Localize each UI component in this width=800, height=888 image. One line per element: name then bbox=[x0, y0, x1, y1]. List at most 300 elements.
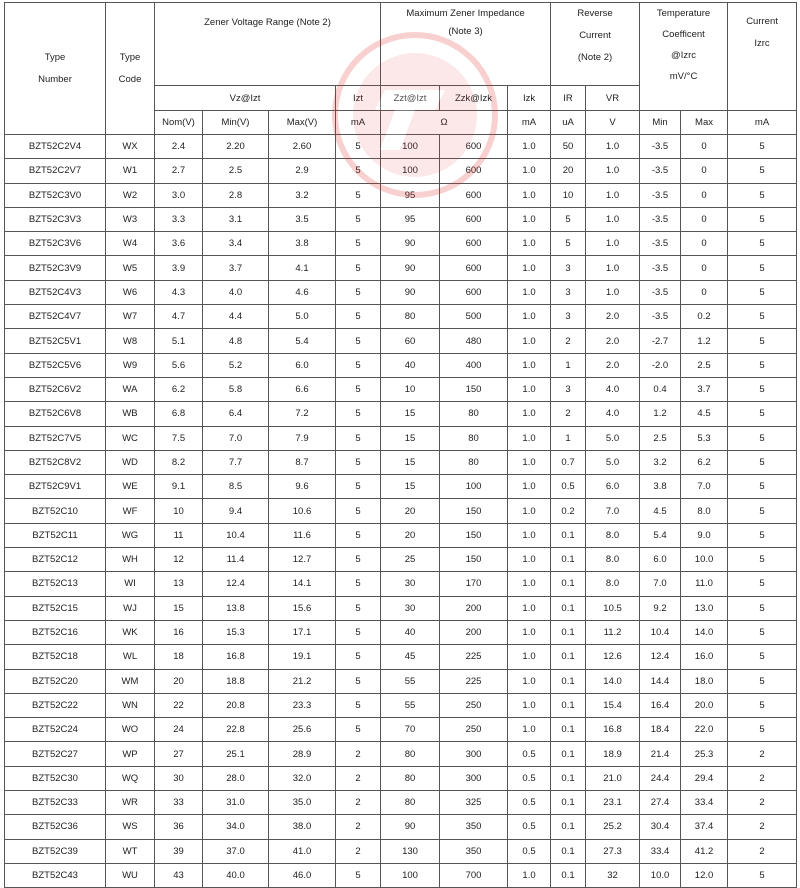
cell-vz-min: 5.8 bbox=[203, 377, 269, 401]
unit-tc-min: Min bbox=[640, 111, 681, 135]
header-zener-voltage: Zener Voltage Range (Note 2) bbox=[155, 3, 381, 86]
cell-izt: 5 bbox=[336, 499, 381, 523]
cell-izrc: 5 bbox=[728, 159, 797, 183]
cell-vz-max: 3.2 bbox=[269, 183, 336, 207]
cell-izrc: 5 bbox=[728, 426, 797, 450]
cell-ir: 2 bbox=[551, 329, 586, 353]
cell-vr: 11.2 bbox=[586, 620, 640, 644]
cell-vz-min: 34.0 bbox=[203, 815, 269, 839]
table-row bbox=[5, 815, 797, 839]
cell-izrc: 2 bbox=[728, 742, 797, 766]
unit-nom: Nom(V) bbox=[155, 111, 203, 135]
cell-type-code: WN bbox=[106, 693, 155, 717]
cell-izrc: 2 bbox=[728, 791, 797, 815]
cell-izrc: 5 bbox=[728, 499, 797, 523]
cell-vz-min: 5.2 bbox=[203, 353, 269, 377]
cell-type-number: BZT52C33 bbox=[5, 791, 106, 815]
cell-vz-min: 8.5 bbox=[203, 475, 269, 499]
cell-tc-max: 6.2 bbox=[681, 450, 728, 474]
cell-zzt: 40 bbox=[381, 620, 440, 644]
cell-ir: 3 bbox=[551, 305, 586, 329]
cell-vz-nom: 11 bbox=[155, 523, 203, 547]
cell-tc-min: 6.0 bbox=[640, 548, 681, 572]
cell-vz-min: 12.4 bbox=[203, 572, 269, 596]
cell-izt: 5 bbox=[336, 377, 381, 401]
cell-type-number: BZT52C3V3 bbox=[5, 207, 106, 231]
cell-vz-nom: 7.5 bbox=[155, 426, 203, 450]
cell-type-code: WP bbox=[106, 742, 155, 766]
cell-type-number: BZT52C12 bbox=[5, 548, 106, 572]
cell-tc-max: 2.5 bbox=[681, 353, 728, 377]
cell-vz-nom: 20 bbox=[155, 669, 203, 693]
cell-vz-max: 5.4 bbox=[269, 329, 336, 353]
cell-type-number: BZT52C4V3 bbox=[5, 280, 106, 304]
cell-ir: 0.5 bbox=[551, 475, 586, 499]
cell-izk: 1.0 bbox=[508, 450, 551, 474]
cell-tc-max: 9.0 bbox=[681, 523, 728, 547]
cell-vr: 5.0 bbox=[586, 426, 640, 450]
cell-izrc: 5 bbox=[728, 620, 797, 644]
cell-tc-min: 4.5 bbox=[640, 499, 681, 523]
cell-zzt: 130 bbox=[381, 839, 440, 863]
cell-type-code: WO bbox=[106, 718, 155, 742]
cell-zzk: 80 bbox=[440, 402, 508, 426]
cell-vz-max: 23.3 bbox=[269, 693, 336, 717]
cell-izrc: 2 bbox=[728, 839, 797, 863]
cell-type-number: BZT52C7V5 bbox=[5, 426, 106, 450]
table-row bbox=[5, 669, 797, 693]
cell-izt: 5 bbox=[336, 863, 381, 887]
cell-izrc: 5 bbox=[728, 353, 797, 377]
cell-zzk: 600 bbox=[440, 135, 508, 159]
table-row bbox=[5, 280, 797, 304]
cell-vz-max: 6.0 bbox=[269, 353, 336, 377]
cell-tc-max: 3.7 bbox=[681, 377, 728, 401]
cell-ir: 50 bbox=[551, 135, 586, 159]
cell-izt: 5 bbox=[336, 572, 381, 596]
header-zzt: Zzt@Izt bbox=[381, 86, 440, 111]
cell-type-number: BZT52C18 bbox=[5, 645, 106, 669]
cell-izrc: 5 bbox=[728, 135, 797, 159]
table-row bbox=[5, 863, 797, 887]
cell-zzt: 15 bbox=[381, 450, 440, 474]
cell-tc-min: 21.4 bbox=[640, 742, 681, 766]
cell-vr: 1.0 bbox=[586, 183, 640, 207]
table-row bbox=[5, 718, 797, 742]
unit-min: Min(V) bbox=[203, 111, 269, 135]
cell-vr: 4.0 bbox=[586, 402, 640, 426]
cell-type-number: BZT52C24 bbox=[5, 718, 106, 742]
cell-type-code: WD bbox=[106, 450, 155, 474]
cell-zzk: 600 bbox=[440, 159, 508, 183]
cell-tc-max: 22.0 bbox=[681, 718, 728, 742]
cell-zzk: 400 bbox=[440, 353, 508, 377]
cell-ir: 3 bbox=[551, 377, 586, 401]
cell-zzt: 30 bbox=[381, 572, 440, 596]
cell-izrc: 5 bbox=[728, 402, 797, 426]
cell-ir: 0.1 bbox=[551, 766, 586, 790]
cell-izk: 1.0 bbox=[508, 329, 551, 353]
cell-vz-min: 3.7 bbox=[203, 256, 269, 280]
cell-vz-nom: 2.7 bbox=[155, 159, 203, 183]
cell-izk: 1.0 bbox=[508, 377, 551, 401]
cell-zzk: 150 bbox=[440, 499, 508, 523]
header-izt: Izt bbox=[336, 86, 381, 111]
cell-zzk: 100 bbox=[440, 475, 508, 499]
cell-type-number: BZT52C5V1 bbox=[5, 329, 106, 353]
cell-tc-min: 7.0 bbox=[640, 572, 681, 596]
cell-zzt: 90 bbox=[381, 256, 440, 280]
header-izk: Izk bbox=[508, 86, 551, 111]
cell-zzt: 90 bbox=[381, 815, 440, 839]
cell-vr: 2.0 bbox=[586, 329, 640, 353]
cell-tc-min: 5.4 bbox=[640, 523, 681, 547]
table-row bbox=[5, 839, 797, 863]
cell-tc-max: 5.3 bbox=[681, 426, 728, 450]
table-row bbox=[5, 329, 797, 353]
cell-type-code: WJ bbox=[106, 596, 155, 620]
cell-vz-min: 7.0 bbox=[203, 426, 269, 450]
cell-type-number: BZT52C8V2 bbox=[5, 450, 106, 474]
cell-izk: 1.0 bbox=[508, 232, 551, 256]
cell-izrc: 5 bbox=[728, 183, 797, 207]
cell-tc-max: 16.0 bbox=[681, 645, 728, 669]
cell-zzt: 15 bbox=[381, 402, 440, 426]
cell-vr: 8.0 bbox=[586, 523, 640, 547]
cell-tc-min: 3.2 bbox=[640, 450, 681, 474]
cell-vz-max: 4.1 bbox=[269, 256, 336, 280]
header-current: Current Izrc bbox=[728, 3, 797, 111]
cell-izrc: 5 bbox=[728, 475, 797, 499]
cell-izk: 1.0 bbox=[508, 645, 551, 669]
cell-type-number: BZT52C13 bbox=[5, 572, 106, 596]
cell-ir: 1 bbox=[551, 426, 586, 450]
cell-zzk: 150 bbox=[440, 523, 508, 547]
cell-type-code: W1 bbox=[106, 159, 155, 183]
cell-izk: 1.0 bbox=[508, 499, 551, 523]
cell-zzk: 600 bbox=[440, 280, 508, 304]
cell-zzt: 80 bbox=[381, 305, 440, 329]
cell-izrc: 5 bbox=[728, 280, 797, 304]
cell-zzt: 95 bbox=[381, 183, 440, 207]
cell-zzk: 600 bbox=[440, 232, 508, 256]
cell-type-code: WM bbox=[106, 669, 155, 693]
cell-zzt: 10 bbox=[381, 377, 440, 401]
cell-izk: 1.0 bbox=[508, 135, 551, 159]
cell-izk: 1.0 bbox=[508, 183, 551, 207]
cell-zzk: 80 bbox=[440, 450, 508, 474]
cell-vz-nom: 30 bbox=[155, 766, 203, 790]
cell-vz-min: 9.4 bbox=[203, 499, 269, 523]
cell-tc-max: 13.0 bbox=[681, 596, 728, 620]
cell-vz-min: 31.0 bbox=[203, 791, 269, 815]
cell-zzk: 225 bbox=[440, 669, 508, 693]
cell-vz-nom: 2.4 bbox=[155, 135, 203, 159]
cell-vz-nom: 5.1 bbox=[155, 329, 203, 353]
cell-vr: 1.0 bbox=[586, 159, 640, 183]
cell-izt: 5 bbox=[336, 426, 381, 450]
cell-zzk: 250 bbox=[440, 718, 508, 742]
cell-type-code: W4 bbox=[106, 232, 155, 256]
header-reverse-current: Reverse Current (Note 2) bbox=[551, 3, 640, 86]
cell-izt: 5 bbox=[336, 718, 381, 742]
cell-vz-min: 18.8 bbox=[203, 669, 269, 693]
header-ir: IR bbox=[551, 86, 586, 111]
cell-izt: 5 bbox=[336, 523, 381, 547]
header-vz-izt: Vz@Izt bbox=[155, 86, 336, 111]
table-row bbox=[5, 596, 797, 620]
cell-tc-max: 0.2 bbox=[681, 305, 728, 329]
cell-zzk: 700 bbox=[440, 863, 508, 887]
unit-tc-max: Max bbox=[681, 111, 728, 135]
unit-max: Max(V) bbox=[269, 111, 336, 135]
cell-vz-min: 16.8 bbox=[203, 645, 269, 669]
cell-tc-min: 24.4 bbox=[640, 766, 681, 790]
cell-type-code: WG bbox=[106, 523, 155, 547]
cell-zzk: 300 bbox=[440, 742, 508, 766]
table-row bbox=[5, 426, 797, 450]
cell-tc-max: 8.0 bbox=[681, 499, 728, 523]
cell-tc-min: -3.5 bbox=[640, 135, 681, 159]
cell-vz-max: 7.2 bbox=[269, 402, 336, 426]
cell-zzt: 70 bbox=[381, 718, 440, 742]
cell-vr: 7.0 bbox=[586, 499, 640, 523]
cell-izk: 0.5 bbox=[508, 766, 551, 790]
cell-type-number: BZT52C2V7 bbox=[5, 159, 106, 183]
cell-zzt: 30 bbox=[381, 596, 440, 620]
cell-type-code: WE bbox=[106, 475, 155, 499]
cell-tc-max: 0 bbox=[681, 232, 728, 256]
cell-zzk: 200 bbox=[440, 620, 508, 644]
cell-zzt: 45 bbox=[381, 645, 440, 669]
cell-zzk: 80 bbox=[440, 426, 508, 450]
cell-vz-nom: 4.3 bbox=[155, 280, 203, 304]
cell-vz-min: 2.20 bbox=[203, 135, 269, 159]
cell-zzt: 25 bbox=[381, 548, 440, 572]
cell-type-number: BZT52C3V0 bbox=[5, 183, 106, 207]
cell-type-code: WR bbox=[106, 791, 155, 815]
cell-izk: 0.5 bbox=[508, 815, 551, 839]
cell-tc-max: 18.0 bbox=[681, 669, 728, 693]
cell-izk: 1.0 bbox=[508, 572, 551, 596]
cell-type-number: BZT52C6V8 bbox=[5, 402, 106, 426]
cell-izt: 5 bbox=[336, 475, 381, 499]
cell-vz-max: 11.6 bbox=[269, 523, 336, 547]
cell-tc-max: 25.3 bbox=[681, 742, 728, 766]
table-row bbox=[5, 766, 797, 790]
cell-zzt: 15 bbox=[381, 475, 440, 499]
cell-type-number: BZT52C2V4 bbox=[5, 135, 106, 159]
cell-tc-max: 12.0 bbox=[681, 863, 728, 887]
cell-izrc: 5 bbox=[728, 548, 797, 572]
cell-type-number: BZT52C36 bbox=[5, 815, 106, 839]
cell-izt: 2 bbox=[336, 742, 381, 766]
cell-type-code: WK bbox=[106, 620, 155, 644]
cell-vr: 2.0 bbox=[586, 305, 640, 329]
cell-tc-max: 41.2 bbox=[681, 839, 728, 863]
cell-zzk: 150 bbox=[440, 548, 508, 572]
cell-tc-min: -3.5 bbox=[640, 159, 681, 183]
table-row bbox=[5, 159, 797, 183]
cell-izrc: 2 bbox=[728, 766, 797, 790]
cell-type-code: WQ bbox=[106, 766, 155, 790]
cell-tc-max: 1.2 bbox=[681, 329, 728, 353]
table-row bbox=[5, 353, 797, 377]
cell-zzt: 20 bbox=[381, 523, 440, 547]
cell-tc-min: 27.4 bbox=[640, 791, 681, 815]
cell-izrc: 5 bbox=[728, 596, 797, 620]
cell-vz-min: 6.4 bbox=[203, 402, 269, 426]
cell-izt: 5 bbox=[336, 305, 381, 329]
cell-vr: 21.0 bbox=[586, 766, 640, 790]
header-max-impedance: Maximum Zener Impedance (Note 3) bbox=[381, 3, 551, 86]
cell-izt: 5 bbox=[336, 232, 381, 256]
cell-type-number: BZT52C10 bbox=[5, 499, 106, 523]
cell-type-code: W5 bbox=[106, 256, 155, 280]
table-row bbox=[5, 305, 797, 329]
unit-izk: mA bbox=[508, 111, 551, 135]
cell-vz-nom: 4.7 bbox=[155, 305, 203, 329]
cell-type-code: WI bbox=[106, 572, 155, 596]
cell-izrc: 5 bbox=[728, 377, 797, 401]
unit-izt: mA bbox=[336, 111, 381, 135]
cell-type-number: BZT52C5V6 bbox=[5, 353, 106, 377]
cell-vr: 1.0 bbox=[586, 135, 640, 159]
table-row bbox=[5, 645, 797, 669]
cell-izt: 5 bbox=[336, 669, 381, 693]
cell-zzk: 600 bbox=[440, 256, 508, 280]
unit-ir: uA bbox=[551, 111, 586, 135]
cell-zzt: 95 bbox=[381, 207, 440, 231]
cell-ir: 0.1 bbox=[551, 815, 586, 839]
cell-vr: 23.1 bbox=[586, 791, 640, 815]
cell-vz-max: 14.1 bbox=[269, 572, 336, 596]
cell-type-code: WC bbox=[106, 426, 155, 450]
cell-izk: 1.0 bbox=[508, 523, 551, 547]
cell-tc-min: -3.5 bbox=[640, 280, 681, 304]
cell-type-code: WX bbox=[106, 135, 155, 159]
cell-vr: 27.3 bbox=[586, 839, 640, 863]
cell-vz-nom: 3.9 bbox=[155, 256, 203, 280]
header-type-code: Type Code bbox=[106, 3, 155, 135]
cell-zzt: 90 bbox=[381, 232, 440, 256]
cell-vz-nom: 27 bbox=[155, 742, 203, 766]
cell-zzt: 20 bbox=[381, 499, 440, 523]
cell-izrc: 5 bbox=[728, 863, 797, 887]
header-type-number: Type Number bbox=[5, 3, 106, 135]
cell-izk: 1.0 bbox=[508, 863, 551, 887]
cell-zzk: 325 bbox=[440, 791, 508, 815]
cell-izk: 1.0 bbox=[508, 693, 551, 717]
cell-tc-min: -2.7 bbox=[640, 329, 681, 353]
cell-vz-max: 2.9 bbox=[269, 159, 336, 183]
cell-vz-nom: 18 bbox=[155, 645, 203, 669]
table-row bbox=[5, 620, 797, 644]
cell-izk: 1.0 bbox=[508, 256, 551, 280]
cell-zzt: 55 bbox=[381, 669, 440, 693]
cell-izrc: 5 bbox=[728, 256, 797, 280]
cell-tc-max: 29.4 bbox=[681, 766, 728, 790]
cell-izk: 1.0 bbox=[508, 280, 551, 304]
cell-vr: 8.0 bbox=[586, 572, 640, 596]
cell-type-code: WF bbox=[106, 499, 155, 523]
cell-izt: 5 bbox=[336, 645, 381, 669]
cell-zzt: 60 bbox=[381, 329, 440, 353]
cell-vz-nom: 13 bbox=[155, 572, 203, 596]
cell-vr: 16.8 bbox=[586, 718, 640, 742]
cell-vz-max: 5.0 bbox=[269, 305, 336, 329]
cell-vz-max: 32.0 bbox=[269, 766, 336, 790]
cell-vz-min: 2.5 bbox=[203, 159, 269, 183]
cell-ir: 0.2 bbox=[551, 499, 586, 523]
cell-ir: 3 bbox=[551, 256, 586, 280]
cell-vz-nom: 16 bbox=[155, 620, 203, 644]
cell-izt: 5 bbox=[336, 693, 381, 717]
cell-type-code: WU bbox=[106, 863, 155, 887]
cell-zzt: 80 bbox=[381, 742, 440, 766]
table-body bbox=[5, 135, 797, 888]
cell-vz-nom: 39 bbox=[155, 839, 203, 863]
unit-izrc: mA bbox=[728, 111, 797, 135]
cell-izk: 1.0 bbox=[508, 669, 551, 693]
cell-vr: 2.0 bbox=[586, 353, 640, 377]
cell-tc-min: 30.4 bbox=[640, 815, 681, 839]
header-temp-coeff: Temperature Coefficent @Izrc mV/°C bbox=[640, 3, 728, 111]
cell-type-number: BZT52C16 bbox=[5, 620, 106, 644]
cell-zzt: 55 bbox=[381, 693, 440, 717]
cell-tc-max: 0 bbox=[681, 183, 728, 207]
cell-ir: 0.1 bbox=[551, 693, 586, 717]
cell-type-number: BZT52C30 bbox=[5, 766, 106, 790]
cell-type-code: W3 bbox=[106, 207, 155, 231]
cell-type-number: BZT52C15 bbox=[5, 596, 106, 620]
cell-vz-max: 8.7 bbox=[269, 450, 336, 474]
cell-vz-max: 7.9 bbox=[269, 426, 336, 450]
cell-tc-min: 10.0 bbox=[640, 863, 681, 887]
cell-zzt: 100 bbox=[381, 135, 440, 159]
cell-tc-min: 0.4 bbox=[640, 377, 681, 401]
cell-zzt: 100 bbox=[381, 159, 440, 183]
cell-vz-min: 40.0 bbox=[203, 863, 269, 887]
cell-izt: 2 bbox=[336, 839, 381, 863]
table-row bbox=[5, 450, 797, 474]
cell-zzt: 80 bbox=[381, 766, 440, 790]
cell-zzk: 350 bbox=[440, 815, 508, 839]
table-row bbox=[5, 475, 797, 499]
cell-zzk: 225 bbox=[440, 645, 508, 669]
cell-izk: 1.0 bbox=[508, 596, 551, 620]
cell-tc-max: 0 bbox=[681, 207, 728, 231]
cell-zzk: 600 bbox=[440, 183, 508, 207]
cell-ir: 0.1 bbox=[551, 523, 586, 547]
cell-vz-nom: 12 bbox=[155, 548, 203, 572]
table-row bbox=[5, 256, 797, 280]
cell-izk: 1.0 bbox=[508, 620, 551, 644]
cell-izk: 1.0 bbox=[508, 548, 551, 572]
cell-type-number: BZT52C6V2 bbox=[5, 377, 106, 401]
cell-zzk: 200 bbox=[440, 596, 508, 620]
unit-ohm: Ω bbox=[381, 111, 508, 135]
cell-type-code: WA bbox=[106, 377, 155, 401]
cell-vz-max: 38.0 bbox=[269, 815, 336, 839]
cell-zzt: 40 bbox=[381, 353, 440, 377]
cell-izrc: 5 bbox=[728, 669, 797, 693]
cell-izrc: 2 bbox=[728, 815, 797, 839]
cell-tc-min: 1.2 bbox=[640, 402, 681, 426]
cell-vz-max: 41.0 bbox=[269, 839, 336, 863]
cell-ir: 5 bbox=[551, 232, 586, 256]
cell-vz-max: 6.6 bbox=[269, 377, 336, 401]
